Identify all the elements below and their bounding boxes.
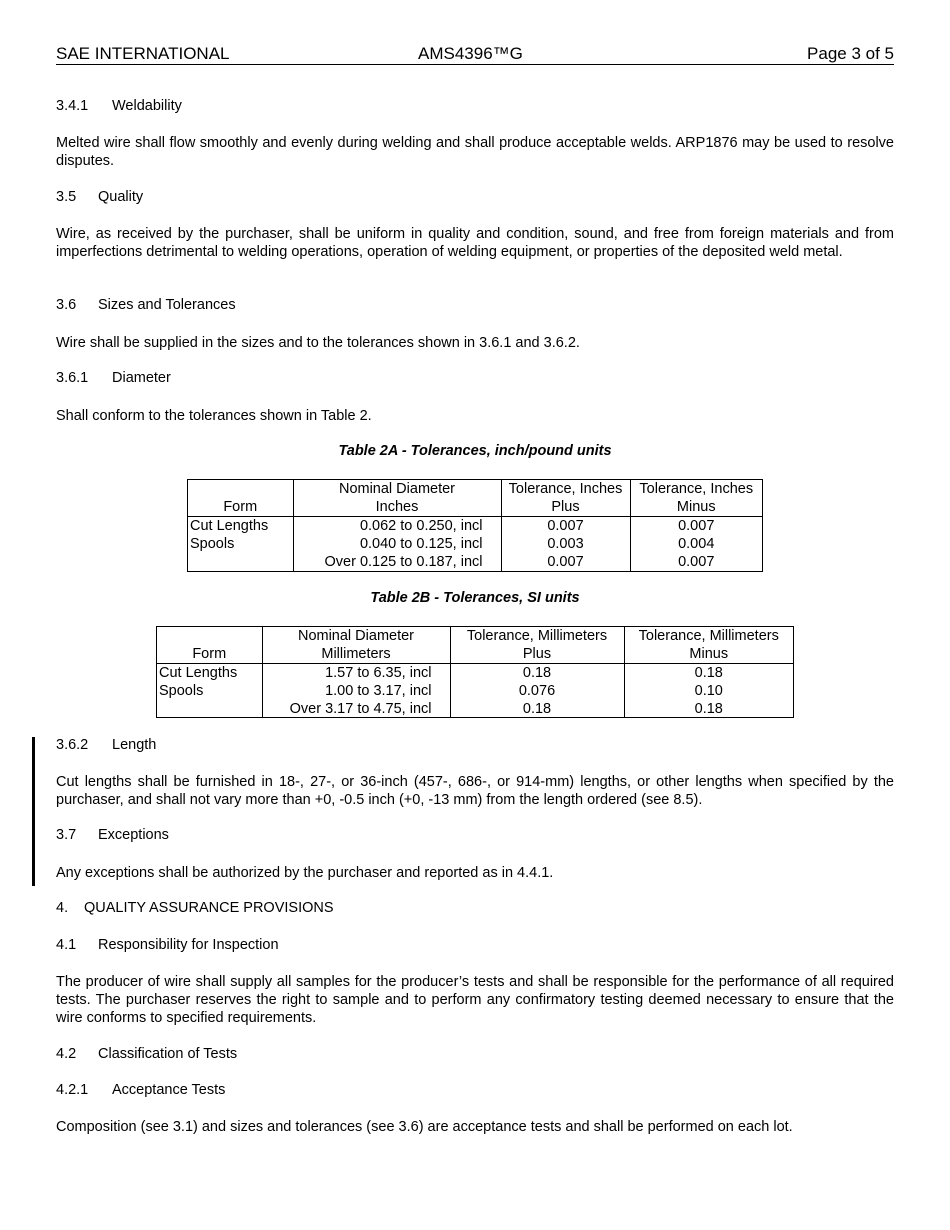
table-2a-header-row [188, 480, 762, 517]
section-3-7-text: Any exceptions shall be authorized by the purchaser and reported as in 4.4.1. [56, 865, 554, 881]
table-2a-cell-nominal: 0.040 to 0.125, incl [293, 535, 501, 553]
section-4-2-heading: 4.2 Classification of Tests [56, 1046, 238, 1062]
table-2b-header-row [157, 627, 793, 664]
table-2b-header-plus: Tolerance, Millimeters Plus [450, 627, 624, 664]
header-document-id: AMS4396™G [418, 44, 523, 63]
table-2a-cell-nominal: Over 0.125 to 0.187, incl [293, 553, 501, 571]
section-3-6-2-text: Cut lengths shall be furnished in 18-, 27-, or 36-inch (457-, 686-, or 914-mm) lengths, or other lengths when specified by the purchaser, and shall not vary more than +0, -0.5 inch (+0, -13 mm) from the length ordered (see 8.5). [56, 774, 894, 808]
section-4-1-heading: 4.1 Responsibility for Inspection [56, 937, 279, 953]
revision-change-bar [32, 737, 35, 886]
table-2a-header-plus: Tolerance, Inches Plus [501, 480, 630, 517]
table-2a-cell-plus: 0.003 [501, 535, 630, 553]
table-2a [188, 480, 762, 571]
table-2a-cell-minus: 0.004 [630, 535, 762, 553]
table-2b-header-nominal: Nominal Diameter Millimeters [262, 627, 450, 664]
table-2b-cell-plus: 0.18 [450, 700, 624, 718]
table-2a-caption: Table 2A - Tolerances, inch/pound units [338, 443, 612, 459]
table-2b-cell-minus: 0.18 [624, 664, 793, 683]
table-2a-cell-plus: 0.007 [501, 553, 630, 571]
table-2a-header-nominal: Nominal Diameter Inches [293, 480, 501, 517]
table-2b-header-minus: Tolerance, Millimeters Minus [624, 627, 793, 664]
section-3-6-2-heading: 3.6.2 Length [56, 737, 157, 753]
table-row [188, 517, 762, 536]
table-2a-cell-form: Cut Lengths [190, 518, 269, 534]
section-3-4-1-heading: 3.4.1 Weldability [56, 98, 182, 114]
header-organization: SAE INTERNATIONAL [56, 44, 230, 63]
section-4-2-1-heading: 4.2.1 Acceptance Tests [56, 1082, 226, 1098]
section-3-6-1-heading: 3.6.1 Diameter [56, 370, 171, 386]
table-2b-cell-minus: 0.10 [624, 682, 793, 700]
table-2b-cell-plus: 0.18 [450, 664, 624, 683]
table-2a-cell-minus: 0.007 [630, 553, 762, 571]
section-3-6-heading: 3.6 Sizes and Tolerances [56, 297, 236, 313]
header-page-number: Page 3 of 5 [807, 44, 894, 63]
table-2a-header-form: Form [188, 480, 293, 517]
page-header [56, 44, 894, 65]
section-4-heading: 4. QUALITY ASSURANCE PROVISIONS [56, 900, 334, 916]
table-row [157, 700, 793, 718]
table-row [157, 664, 793, 683]
section-3-7-heading: 3.7 Exceptions [56, 827, 169, 843]
table-2b-cell-nominal: 1.57 to 6.35, incl [262, 664, 450, 683]
table-2a-cell-form [188, 553, 293, 571]
section-3-6-1-text: Shall conform to the tolerances shown in Table 2. [56, 408, 372, 424]
table-row [188, 553, 762, 571]
section-3-6-text: Wire shall be supplied in the sizes and to the tolerances shown in 3.6.1 and 3.6.2. [56, 335, 580, 351]
table-2b-header-form: Form [157, 627, 262, 664]
table-2b-cell-plus: 0.076 [450, 682, 624, 700]
table-2b-cell-form [157, 700, 262, 718]
table-2b-cell-nominal: 1.00 to 3.17, incl [262, 682, 450, 700]
table-2b-cell-minus: 0.18 [624, 700, 793, 718]
section-3-5-heading: 3.5 Quality [56, 189, 144, 205]
table-row [157, 682, 793, 700]
section-4-2-1-text: Composition (see 3.1) and sizes and tolerances (see 3.6) are acceptance tests and shall be performed on each lot. [56, 1119, 793, 1135]
table-row [188, 535, 762, 553]
table-2a-cell-form: Spools [190, 536, 235, 552]
table-2b-cell-nominal: Over 3.17 to 4.75, incl [262, 700, 450, 718]
table-2a-cell-nominal: 0.062 to 0.250, incl [293, 517, 501, 536]
table-2a-cell-minus: 0.007 [630, 517, 762, 536]
table-2a-cell-plus: 0.007 [501, 517, 630, 536]
table-2a-header-minus: Tolerance, Inches Minus [630, 480, 762, 517]
table-2b-cell-form: Cut Lengths [159, 665, 238, 681]
table-2b [157, 627, 793, 718]
table-2b-caption: Table 2B - Tolerances, SI units [370, 590, 580, 606]
section-4-1-text: The producer of wire shall supply all samples for the producer’s tests and shall be responsible for the performance of all required tests. The purchaser reserves the right to sample and to perform any confirmatory testing deemed necessary to ensure that the wire conforms to specified requirements. [56, 974, 894, 1026]
section-3-4-1-text: Melted wire shall flow smoothly and evenly during welding and shall produce acceptable welds. ARP1876 may be used to resolve disputes. [56, 135, 894, 169]
table-2b-cell-form: Spools [159, 683, 204, 699]
section-3-5-text: Wire, as received by the purchaser, shall be uniform in quality and condition, sound, and free from foreign materials and from imperfections detrimental to welding operations, operation of welding equipment, or properties of the deposited weld metal. [56, 226, 894, 260]
